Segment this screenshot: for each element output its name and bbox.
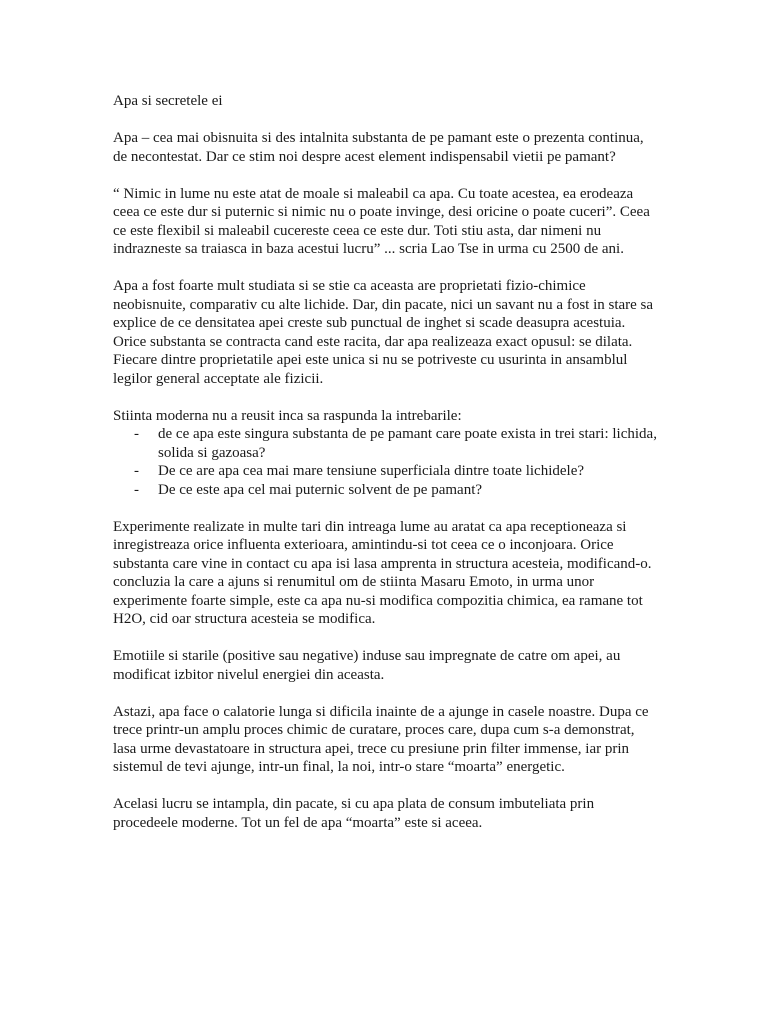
paragraph-intro: Apa – cea mai obisnuita si des intalnita substanta de pe pamant este o prezenta continua, de necontestat. Dar ce stim noi despre acest element indispensabil vietii pe pamant?: [113, 130, 644, 165]
paragraph-bottled: Acelasi lucru se intampla, din pacate, si cu apa plata de consum imbuteliata prin procedeele moderne. Tot un fel de apa “moarta” este si aceea.: [113, 796, 595, 831]
questions-list: [113, 425, 658, 499]
paragraph-properties: Apa a fost foarte mult studiata si se stie ca aceasta are proprietati fizio-chimice neobisnuite, comparativ cu alte lichide. Dar, din pacate, nici un savant nu a fost in stare sa explice de ce densitatea apei creste sub punctual de inghet si scade deasupra acestuia. Orice substanta se contracta cand este racita, dar apa realizeaza exact opusul: se dilata. Fiecare dintre proprietatile apei este unica si nu se potriveste cu usurinta in ansamblul legilor general acceptate ale fizicii.: [113, 278, 654, 387]
list-item-text: de ce apa este singura substanta de pe pamant care poate exista in trei stari: lichida, solida si gazoasa?: [158, 426, 657, 461]
paragraph-quote: “ Nimic in lume nu este atat de moale si maleabil ca apa. Cu toate acestea, ea erodeaza ceea ce este dur si puternic si nimic nu o poate invinge, desi oricine o poate cuceri”. Ceea ce este flexibil si maleabil cucereste ceea ce este dur. Toti stiu asta, dar nimeni nu indrazneste sa traiasca in baza acestui lucru” ... scria Lao Tse in urma cu 2500 de ani.: [113, 185, 650, 257]
list-item-text: De ce are apa cea mai mare tensiune superficiala dintre toate lichidele?: [158, 463, 585, 479]
list-item: [113, 425, 658, 462]
document-body: [113, 92, 658, 851]
list-dash: -: [134, 426, 139, 442]
paragraph-journey: Astazi, apa face o calatorie lunga si dificila inainte de a ajunge in casele noastre. Dupa ce trece printr-un amplu proces chimic de curatare, proces care, dupa cum s-a demonstrat, lasa urme devastatoare in structura apei, trece cu presiune prin filter immense, iar prin sistemul de tevi ajunge, intr-un final, la noi, intr-o stare “moarta” energetic.: [113, 703, 649, 775]
list-intro: Stiinta moderna nu a reusit inca sa raspunda la intrebarile:: [113, 407, 462, 424]
list-item-text: De ce este apa cel mai puternic solvent de pe pamant?: [158, 481, 483, 498]
paragraph-experiments: Experimente realizate in multe tari din intreaga lume au aratat ca apa receptioneaza si inregistreaza orice influenta exterioara, amintindu-si tot ceea ce o inconjoara. Orice substanta care vine in contact cu apa isi lasa amprenta in structura acesteia, modificand-o. concluzia la care a ajuns si renumitul om de stiinta Masaru Emoto, in urma unor experimente foarte simple, este ca apa nu-si modifica compozitia chimica, ea ramane tot H2O, cid oar structura acesteia se modifica.: [113, 518, 652, 627]
list-dash: -: [134, 481, 139, 498]
document-title: Apa si secretele ei: [113, 93, 223, 109]
paragraph-emotions: Emotiile si starile (positive sau negative) induse sau impregnate de catre om apei, au modificat izbitor nivelul energiei din aceasta.: [113, 648, 621, 683]
list-dash: -: [134, 463, 139, 479]
list-item: [113, 481, 658, 500]
list-item: [113, 462, 658, 481]
